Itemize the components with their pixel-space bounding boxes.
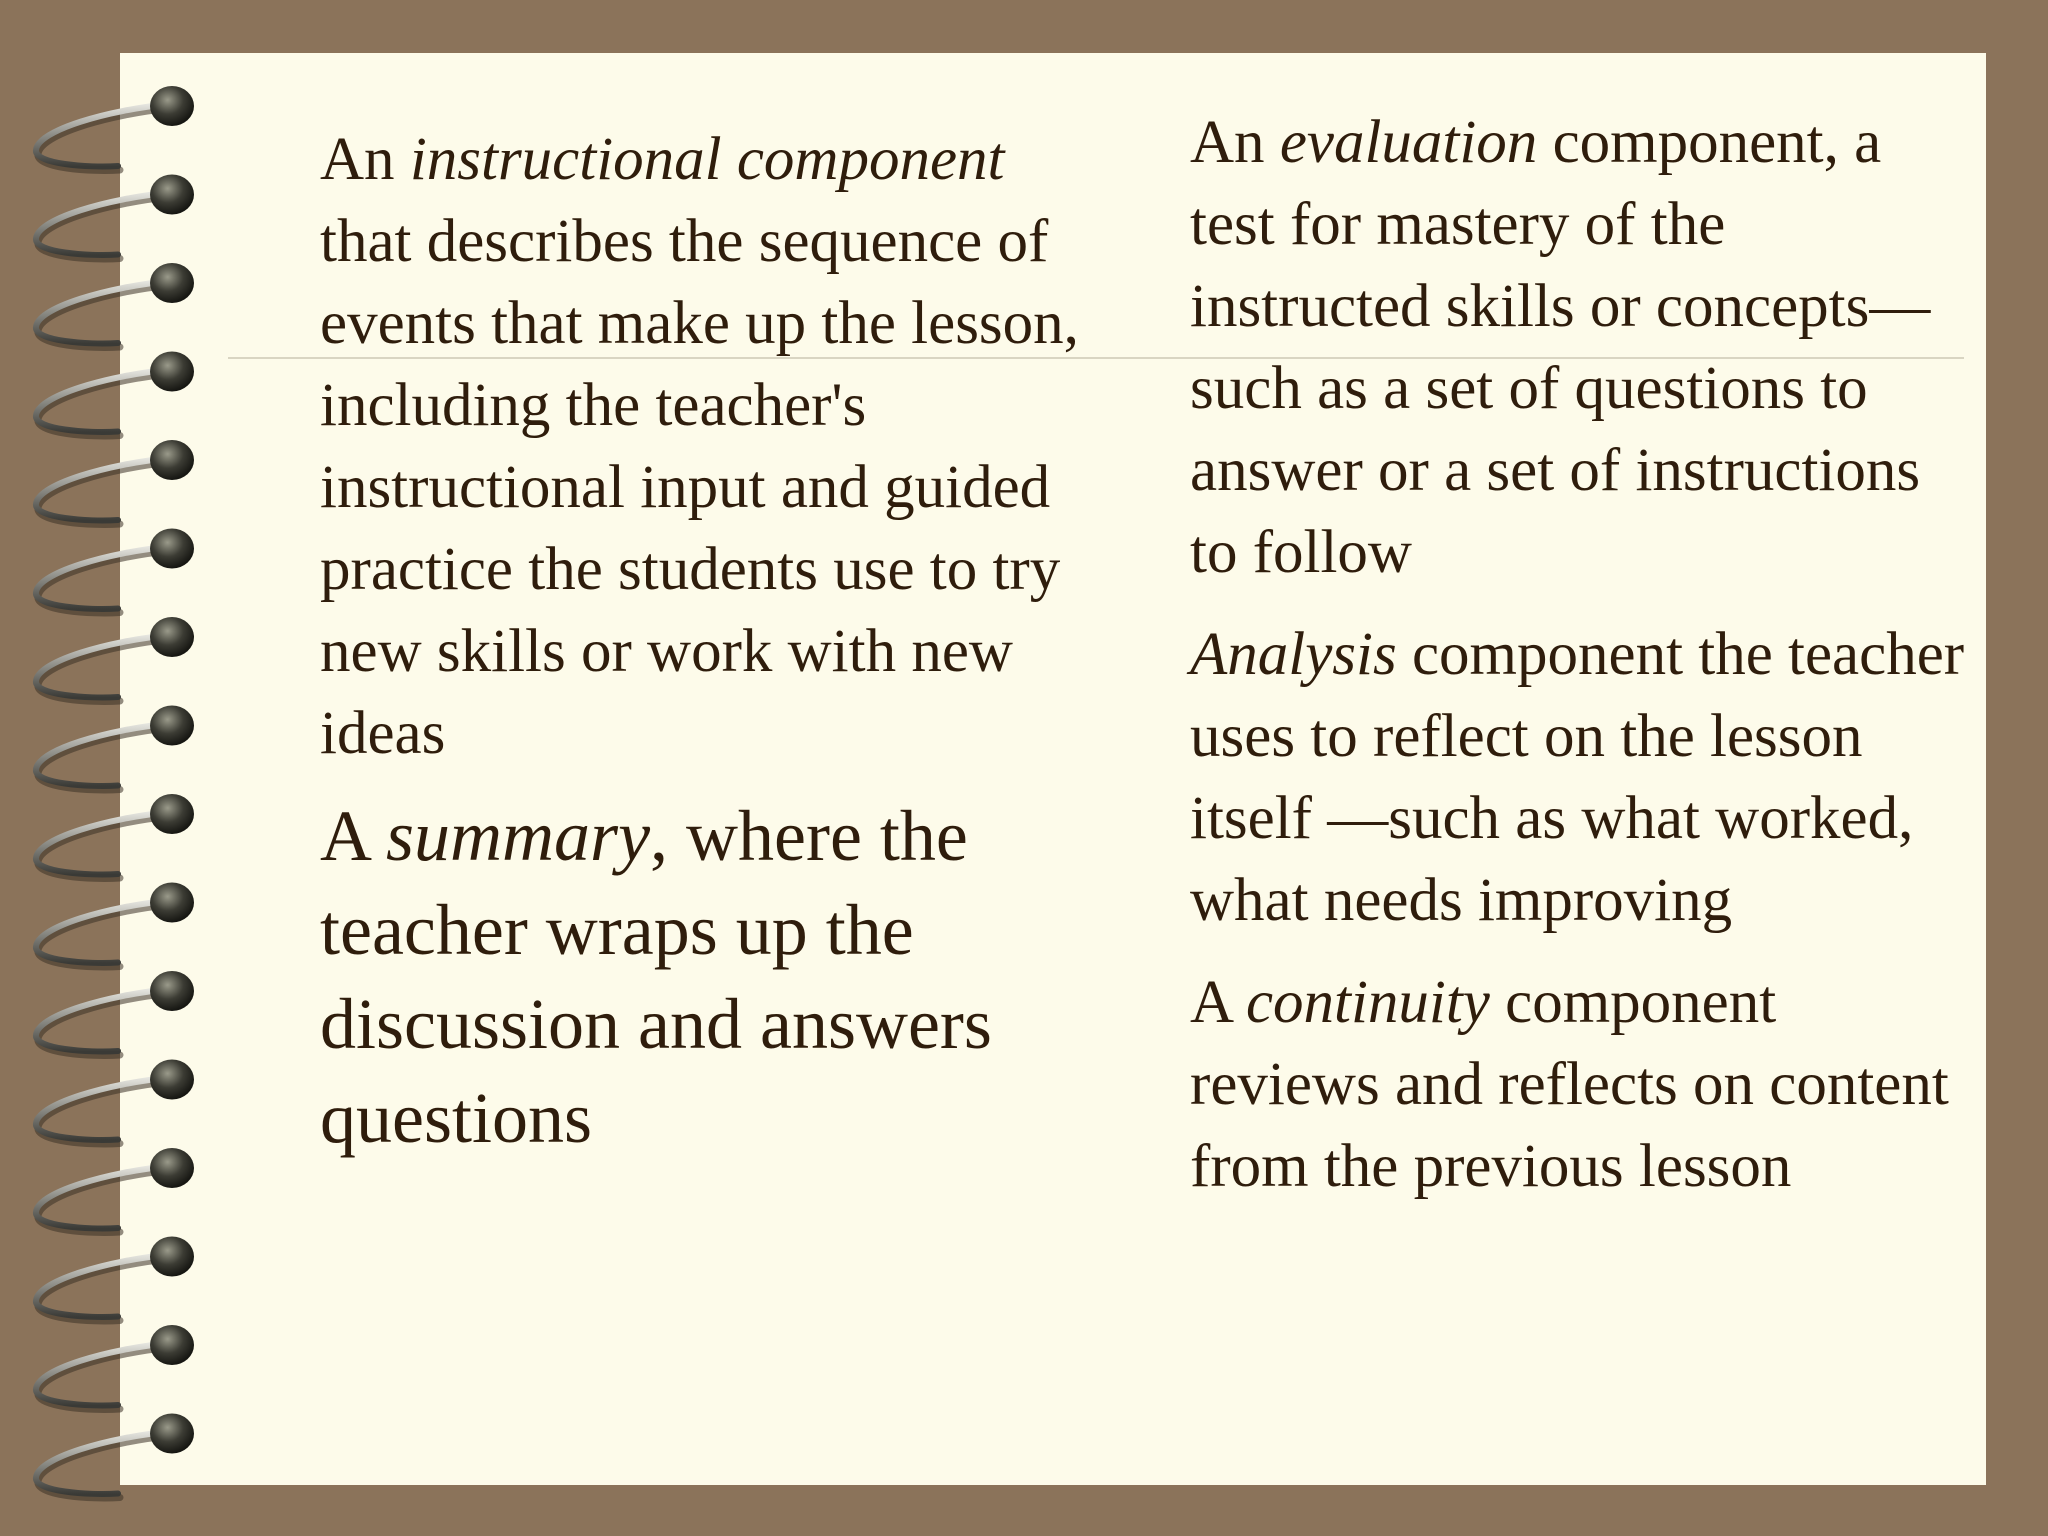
summary-text bbox=[320, 789, 1100, 1165]
text-run: , where the teacher wraps up the discussion and answers questions bbox=[320, 796, 992, 1158]
spiral-binding bbox=[0, 0, 230, 1536]
term-analysis: Analysis bbox=[1190, 621, 1397, 688]
spiral-ring bbox=[36, 1237, 194, 1321]
text-run: component, a test for mastery of the instructed skills or concepts—such as a set of questions to answer or a set of instructions to follow bbox=[1190, 109, 1931, 586]
spiral-ring bbox=[36, 706, 194, 790]
term-evaluation: evaluation bbox=[1279, 109, 1538, 176]
spiral-ring bbox=[36, 794, 194, 878]
spiral-ring bbox=[36, 883, 194, 967]
text-run: A bbox=[320, 796, 387, 876]
text-run: An bbox=[320, 126, 410, 193]
analysis-component-text bbox=[1190, 614, 1980, 942]
spiral-ring bbox=[36, 1414, 194, 1498]
spiral-ring bbox=[36, 617, 194, 701]
spiral-ring bbox=[36, 1325, 194, 1409]
spiral-ring bbox=[36, 1060, 194, 1144]
spiral-ring bbox=[36, 971, 194, 1055]
text-run: component the teacher uses to reflect on the lesson itself —such as what worked, what needs improving bbox=[1190, 621, 1965, 934]
instructional-component-text bbox=[320, 119, 1100, 775]
spiral-ring bbox=[36, 86, 194, 170]
continuity-component-text bbox=[1190, 962, 1980, 1208]
term-summary: summary bbox=[386, 796, 651, 876]
evaluation-component-text bbox=[1190, 102, 1980, 594]
text-run: that describes the sequence of events that make up the lesson, including the teacher's instructional input and guided practice the students use to try new skills or work with new ideas bbox=[320, 208, 1079, 767]
left-column bbox=[320, 119, 1100, 1165]
spiral-ring bbox=[36, 352, 194, 436]
spiral-ring bbox=[36, 175, 194, 259]
term-instructional-component: instructional component bbox=[409, 126, 1005, 193]
right-column bbox=[1190, 102, 1980, 1208]
text-run: component reviews and reflects on content from the previous lesson bbox=[1190, 969, 1949, 1200]
text-run: A bbox=[1190, 969, 1246, 1036]
term-continuity: continuity bbox=[1245, 969, 1490, 1036]
text-run: An bbox=[1190, 109, 1280, 176]
spiral-ring bbox=[36, 529, 194, 613]
spiral-ring bbox=[36, 1148, 194, 1232]
spiral-ring bbox=[36, 263, 194, 347]
spiral-ring bbox=[36, 440, 194, 524]
